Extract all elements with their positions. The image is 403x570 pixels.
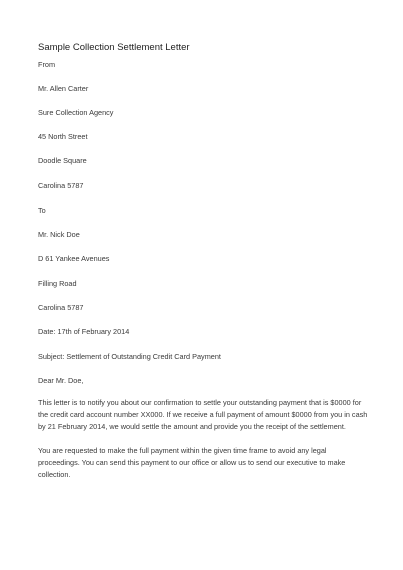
sender-street: 45 North Street [38, 132, 88, 141]
from-label: From [38, 60, 56, 69]
sender-company: Sure Collection Agency [38, 108, 114, 117]
sender-city: Carolina 5787 [38, 181, 84, 190]
sender-area: Doodle Square [38, 156, 87, 165]
letter-date: Date: 17th of February 2014 [38, 327, 130, 336]
recipient-city: Carolina 5787 [38, 303, 84, 312]
letter-subject: Subject: Settlement of Outstanding Credit Card Payment [38, 352, 221, 361]
sender-name: Mr. Allen Carter [38, 84, 89, 93]
body-paragraph-1: This letter is to notify you about our confirmation to settle your outstanding payment that is $0000 for the credit card account number XX000. If we receive a full payment of amount $0000 from you in cash by 21 February 2014, we would settle the amount and provide you the receipt of the settlement. [38, 398, 368, 431]
recipient-street: D 61 Yankee Avenues [38, 254, 110, 263]
recipient-name: Mr. Nick Doe [38, 230, 80, 239]
body-paragraph-2: You are requested to make the full payment within the given time frame to avoid any legal proceedings. You can send this payment to our office or allow us to send our executive to make collection. [38, 446, 346, 479]
salutation: Dear Mr. Doe, [38, 376, 84, 385]
recipient-area: Filling Road [38, 279, 77, 288]
letter-title: Sample Collection Settlement Letter [38, 42, 190, 53]
to-label: To [38, 206, 46, 215]
